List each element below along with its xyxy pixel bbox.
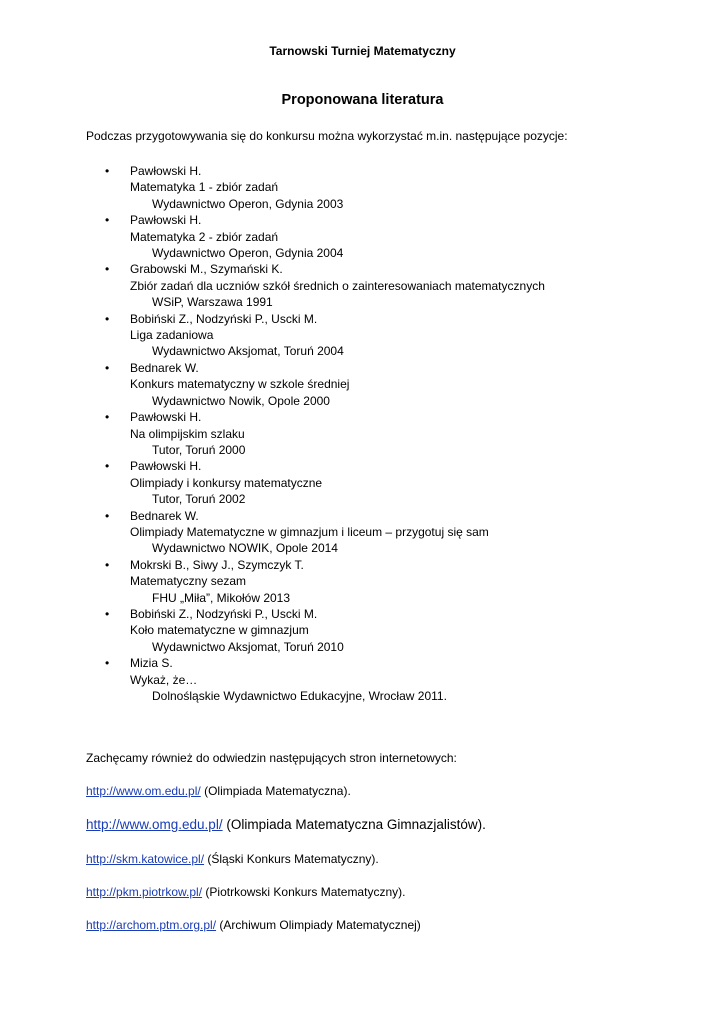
bullet-icon: •	[105, 262, 110, 277]
bib-title: Konkurs matematyczny w szkole średniej	[130, 377, 350, 392]
bib-author: Pawłowski H.	[130, 459, 202, 474]
bib-author: Grabowski M., Szymański K.	[130, 262, 283, 277]
link-omg[interactable]: http://www.omg.edu.pl/	[86, 817, 223, 832]
bib-title: Matematyka 1 - zbiór zadań	[130, 180, 279, 195]
link-row-om	[86, 784, 351, 798]
bib-title: Na olimpijskim szlaku	[130, 426, 245, 441]
bib-title: Olimpiady Matematyczne w gimnazjum i liceum – przygotuj się sam	[130, 524, 489, 539]
bullet-icon: •	[105, 164, 110, 178]
bib-author: Pawłowski H.	[130, 164, 202, 178]
bib-publisher: Wydawnictwo Operon, Gdynia 2003	[152, 196, 344, 211]
document-header: Tarnowski Turniej Matematyczny	[269, 44, 456, 58]
bullet-icon: •	[105, 656, 110, 671]
bibliography-item	[0, 409, 725, 458]
bullet-icon: •	[105, 213, 110, 228]
bib-title: Olimpiady i konkursy matematyczne	[130, 475, 323, 490]
bibliography-item	[0, 655, 725, 704]
intro-paragraph: Podczas przygotowywania się do konkursu można wykorzystać m.in. następujące pozycje:	[86, 129, 568, 143]
bib-publisher: Wydawnictwo Aksjomat, Toruń 2010	[152, 639, 344, 654]
bib-title: Matematyczny sezam	[130, 574, 247, 589]
bibliography-item	[0, 261, 725, 310]
bullet-icon: •	[105, 557, 110, 572]
bullet-icon: •	[105, 459, 110, 474]
bib-title: Liga zadaniowa	[130, 328, 214, 343]
link-desc-om: (Olimpiada Matematyczna).	[200, 784, 351, 798]
bib-author: Bednarek W.	[130, 508, 199, 523]
link-om[interactable]: http://www.om.edu.pl/	[86, 784, 201, 798]
bibliography-item	[0, 508, 725, 557]
bib-author: Bobiński Z., Nodzyński P., Uscki M.	[130, 311, 318, 326]
bib-author: Pawłowski H.	[130, 410, 202, 425]
bib-publisher: Wydawnictwo Nowik, Opole 2000	[152, 393, 330, 408]
bib-publisher: Wydawnictwo Aksjomat, Toruń 2004	[152, 344, 344, 359]
links-intro-paragraph: Zachęcamy również do odwiedzin następujących stron internetowych:	[86, 751, 457, 765]
link-row-skm	[86, 852, 379, 866]
bib-publisher: FHU „Miła”, Mikołów 2013	[152, 590, 291, 605]
link-pkm[interactable]: http://pkm.piotrkow.pl/	[86, 885, 203, 899]
bib-title: Matematyka 2 - zbiór zadań	[130, 229, 279, 244]
page-title: Proponowana literatura	[281, 92, 444, 108]
bibliography-item	[0, 212, 725, 261]
link-desc-archom: (Archiwum Olimpiady Matematycznej)	[216, 918, 421, 932]
link-archom[interactable]: http://archom.ptm.org.pl/	[86, 918, 217, 932]
bib-title: Koło matematyczne w gimnazjum	[130, 623, 309, 638]
link-row-omg	[86, 817, 486, 832]
bib-publisher: Wydawnictwo Operon, Gdynia 2004	[152, 246, 344, 261]
bib-title: Wykaż, że…	[130, 672, 198, 687]
bib-author: Bobiński Z., Nodzyński P., Uscki M.	[130, 606, 318, 621]
bib-publisher: Dolnośląskie Wydawnictwo Edukacyjne, Wrocław 2011.	[152, 689, 447, 703]
bib-publisher: Tutor, Toruń 2002	[152, 492, 246, 507]
bibliography-item	[0, 360, 725, 409]
link-row-pkm	[86, 885, 405, 899]
bib-publisher: Tutor, Toruń 2000	[152, 442, 246, 457]
bullet-icon: •	[105, 311, 110, 326]
bib-publisher: Wydawnictwo NOWIK, Opole 2014	[152, 541, 338, 556]
link-desc-omg: (Olimpiada Matematyczna Gimnazjalistów).	[222, 817, 486, 832]
bib-author: Bednarek W.	[130, 360, 199, 375]
link-desc-pkm: (Piotrkowski Konkurs Matematyczny).	[202, 885, 406, 899]
bullet-icon: •	[105, 360, 110, 375]
link-skm[interactable]: http://skm.katowice.pl/	[86, 852, 205, 866]
bullet-icon: •	[105, 508, 110, 523]
bib-title: Zbiór zadań dla uczniów szkół średnich o zainteresowaniach matematycznych	[130, 278, 545, 293]
bibliography-item	[0, 557, 725, 606]
bibliography-item	[0, 458, 725, 507]
bib-author: Mokrski B., Siwy J., Szymczyk T.	[130, 557, 304, 572]
bib-publisher: WSiP, Warszawa 1991	[152, 295, 273, 310]
bibliography-item	[0, 311, 725, 360]
bibliography-item	[0, 606, 725, 655]
link-desc-skm: (Śląski Konkurs Matematyczny).	[204, 852, 379, 866]
bullet-icon: •	[105, 606, 110, 621]
bib-author: Pawłowski H.	[130, 213, 202, 228]
bibliography-list	[0, 163, 725, 704]
link-row-archom	[86, 918, 421, 932]
bibliography-item	[0, 163, 725, 212]
bullet-icon: •	[105, 410, 110, 425]
bib-author: Mizia S.	[130, 656, 173, 671]
